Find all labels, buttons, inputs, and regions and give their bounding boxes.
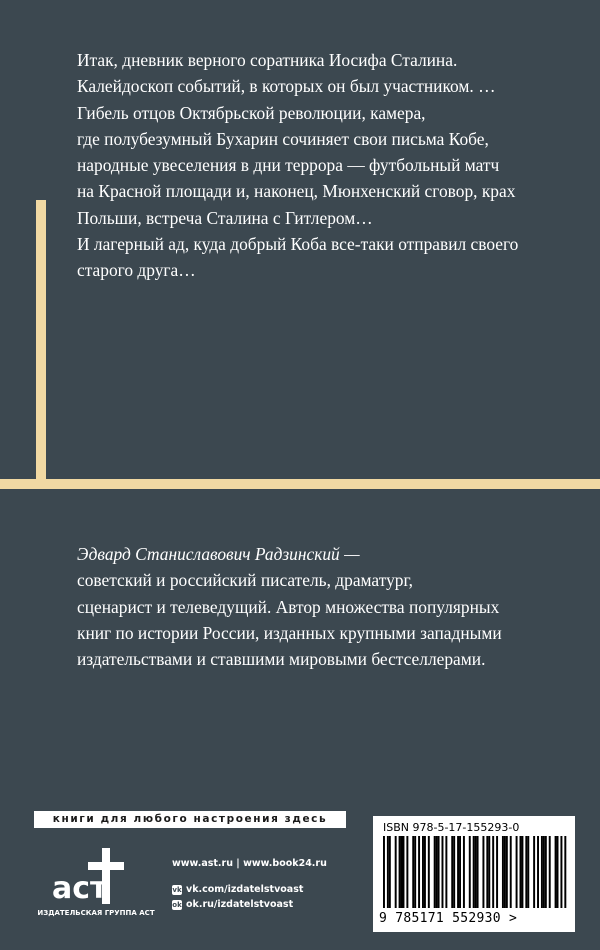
author-bio <box>77 541 587 672</box>
ok-icon: ok <box>172 900 182 909</box>
blurb-line: Гибель отцов Октябрьской революции, камера, <box>77 102 426 123</box>
blurb-line: на Красной площади и, наконец, Мюнхенский сговор, крах <box>77 181 516 202</box>
blurb-line: народные увеселения в дни террора — футбольный матч <box>77 155 500 176</box>
blurb-line: И лагерный ад, куда добрый Коба все-таки отправил своего <box>77 234 519 255</box>
bio-line: сценарист и телеведущий. Автор множества популярных <box>77 596 500 617</box>
vk-icon: vk <box>172 885 182 894</box>
blurb-line: Итак, дневник верного соратника Иосифа Сталина. <box>77 50 458 70</box>
decorative-horizontal-bar <box>0 479 600 489</box>
author-name: Эдвард Станиславович Радзинский — <box>77 544 360 564</box>
bio-line: издательствами и ставшими мировыми бестселлерами. <box>77 649 486 670</box>
blurb-line: Калейдоскоп событий, в которых он был участником. … <box>77 76 496 97</box>
social-link-vk[interactable] <box>172 884 303 895</box>
bio-line: советский и российский писатель, драматург, <box>77 570 413 591</box>
social-link-ok[interactable] <box>172 899 293 910</box>
blurb-line: Польши, встреча Сталина с Гитлером… <box>77 207 373 228</box>
blurb-line: где полубезумный Бухарин сочиняет свои письма Кобе, <box>77 128 489 149</box>
barcode-panel <box>373 816 575 932</box>
social-link-text: ok.ru/izdatelstvoast <box>186 899 294 910</box>
logo-text: аст <box>52 871 108 906</box>
blurb-line: старого друга… <box>77 260 196 281</box>
social-link-text: vk.com/izdatelstvoast <box>186 884 304 895</box>
website-links[interactable]: www.ast.ru | www.book24.ru <box>172 858 327 869</box>
isbn-text: ISBN 978-5-17-155293-0 <box>383 821 520 834</box>
blurb-text <box>77 47 587 284</box>
ast-logo-icon <box>40 838 152 938</box>
publisher-caption: ИЗДАТЕЛЬСКАЯ ГРУППА АСТ <box>37 909 155 917</box>
publisher-tagline: книги для любого настроения здесь <box>34 811 346 828</box>
decorative-vertical-bar <box>36 200 46 484</box>
bio-line: книг по истории России, изданных крупными западными <box>77 622 502 643</box>
barcode-digits: 9 785171 552930 > <box>379 911 518 926</box>
